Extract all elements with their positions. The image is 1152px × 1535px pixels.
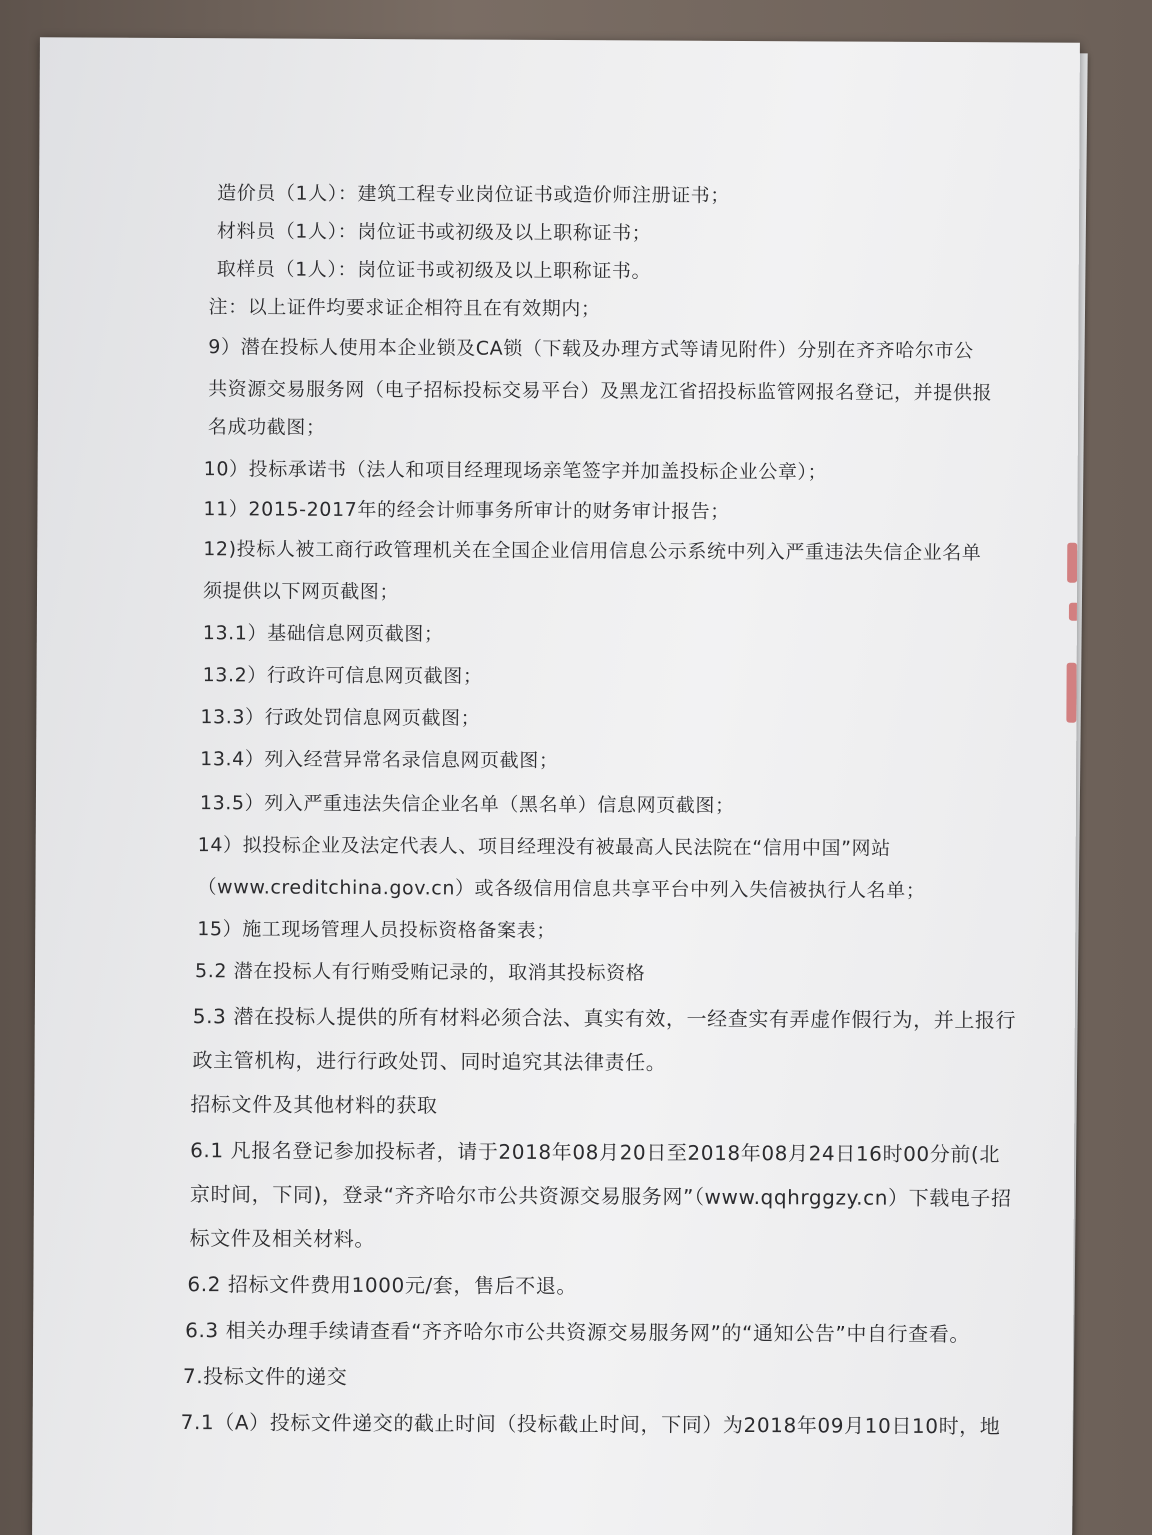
text-line: 11）2015-2017年的经会计师事务所审计的财务审计报告； xyxy=(203,498,730,523)
text-line: 5.2 潜在投标人有行贿受贿记录的，取消其投标资格 xyxy=(194,960,646,985)
red-stamp-mark xyxy=(1067,543,1077,583)
section-heading: 招标文件及其他材料的获取 xyxy=(190,1092,438,1118)
text-line: 9）潜在投标人使用本企业锁及CA锁（下载及办理方式等请见附件）分别在齐齐哈尔市公 xyxy=(208,336,974,363)
text-line: 须提供以下网页截图； xyxy=(202,580,400,604)
text-line: 13.5）列入严重违法失信企业名单（黑名单）信息网页截图； xyxy=(199,792,735,817)
text-line: 标文件及相关材料。 xyxy=(189,1226,376,1252)
text-line: 7.1（A）投标文件递交的截止时间（投标截止时间，下同）为2018年09月10日10时，地 xyxy=(180,1410,1001,1439)
text-line: （www.creditchina.gov.cn）或各级信用信息共享平台中列入失信被执行人名单； xyxy=(197,876,926,902)
text-line: 12)投标人被工商行政管理机关在全国企业信用信息公示系统中列入严重违法失信企业名单 xyxy=(203,538,982,565)
red-stamp-mark xyxy=(1066,663,1076,723)
text-line: 5.3 潜在投标人提供的所有材料必须合法、真实有效，一经查实有弄虚作假行为，并上报行 xyxy=(192,1004,1017,1033)
text-line: 政主管机构，进行行政处罚、同时追究其法律责任。 xyxy=(192,1048,667,1075)
text-line: 造价员（1人）：建筑工程专业岗位证书或造价师注册证书； xyxy=(217,182,730,207)
text-line: 14）拟投标企业及法定代表人、项目经理没有被最高人民法院在“信用中国”网站 xyxy=(197,834,891,860)
text-line: 15）施工现场管理人员投标资格备案表； xyxy=(197,918,556,943)
text-line: 共资源交易服务网（电子招标投标交易平台）及黑龙江省招投标监管网报名登记，并提供报 xyxy=(208,378,993,405)
text-line: 材料员（1人）：岗位证书或初级及以上职称证书； xyxy=(216,220,652,245)
text-line: 13.2）行政许可信息网页截图； xyxy=(202,664,483,688)
text-line: 注：以上证件均要求证企相符且在有效期内； xyxy=(208,296,601,321)
text-line: 取样员（1人）：岗位证书或初级及以上职称证书。 xyxy=(216,258,652,283)
section-heading: 7.投标文件的递交 xyxy=(182,1364,348,1389)
text-line: 13.1）基础信息网页截图； xyxy=(202,622,444,646)
text-line: 13.4）列入经营异常名录信息网页截图； xyxy=(200,748,559,773)
document-page xyxy=(32,37,1080,1535)
text-line: 6.2 招标文件费用1000元/套，售后不退。 xyxy=(187,1272,578,1299)
text-line: 名成功截图； xyxy=(207,416,326,439)
text-line: 13.3）行政处罚信息网页截图； xyxy=(200,706,481,730)
text-line: 6.1 凡报名登记参加投标者，请于2018年08月20日至2018年08月24日16时00分前(北 xyxy=(190,1138,1001,1167)
text-line: 10）投标承诺书（法人和项目经理现场亲笔签字并加盖投标企业公章）； xyxy=(203,458,828,484)
text-line: 6.3 相关办理手续请查看“齐齐哈尔市公共资源交易服务网”的“通知公告”中自行查看。 xyxy=(185,1318,971,1347)
text-line: 京时间，下同)，登录“齐齐哈尔市公共资源交易服务网”（www.qqhrggzy.cn）下载电子招 xyxy=(189,1182,1012,1211)
